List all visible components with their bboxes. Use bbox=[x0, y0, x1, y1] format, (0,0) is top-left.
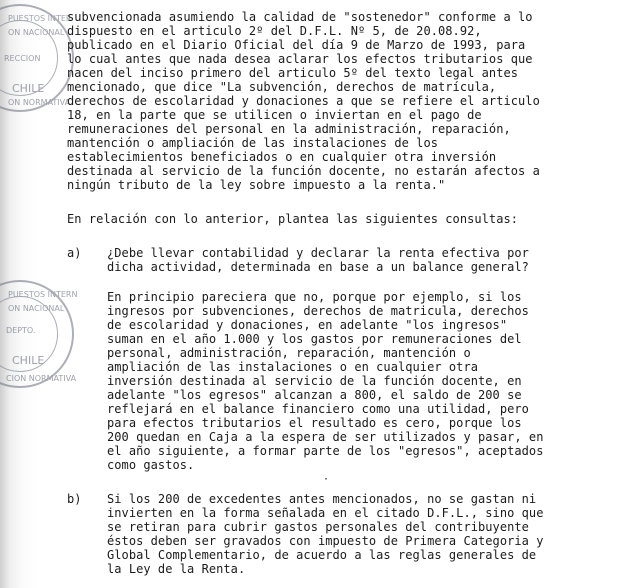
paragraph1-line: mencionado, que dice "La subvención, derechos de matrícula, bbox=[67, 80, 497, 94]
stamp-text-center: CHILE bbox=[12, 354, 45, 367]
stamp-text-side: DEPTO. bbox=[6, 326, 36, 335]
paragraph1-line: nacen del inciso primero del articulo 5º del texto legal antes bbox=[67, 66, 519, 80]
item-a-answer-line: suman en el año 1.000 y los gastos por remuneraciones del bbox=[107, 332, 522, 346]
paragraph1-line: establecimientos beneficiados o en cualquier otra inversión bbox=[67, 150, 497, 164]
item-a-answer-line: adelante "los egresos" alcanzan a 800, el saldo de 200 se bbox=[107, 388, 522, 402]
stamp-text-center: CHILE bbox=[12, 82, 45, 95]
paragraph1-line: publicado en el Diario Oficial del día 9 de Marzo de 1993, para bbox=[67, 38, 526, 52]
item-a-answer-line: ampliación de las instalaciones o en cualquier otra bbox=[107, 360, 479, 374]
official-stamp-top bbox=[0, 4, 74, 112]
paragraph1-line: derechos de escolaridad y donaciones a que se refiere el articulo bbox=[67, 94, 540, 108]
stamp-text-mid: ON NACIONAL bbox=[8, 304, 65, 313]
consultas-intro: En relación con lo anterior, plantea las siguientes consultas: bbox=[67, 212, 519, 226]
item-a-answer-line: de escolaridad y donaciones, en adelante "los ingresos" bbox=[107, 318, 508, 332]
item-a-answer-line: inversión destinada al servicio de la función docente, en bbox=[107, 374, 522, 388]
item-a-answer-line: reflejará en el balance financiero como una utilidad, pero bbox=[107, 402, 529, 416]
item-a-answer-line: ingresos por subvenciones, derechos de matricula, derechos bbox=[107, 304, 529, 318]
item-b-line: se retiran para cubrir gastos personales del contribuyente bbox=[107, 520, 529, 534]
paragraph1-line: 18, en la parte que se utilicen o inviertan en el pago de bbox=[67, 108, 482, 122]
paragraph1-line: remuneraciones del personal en la administración, reparación, bbox=[67, 122, 511, 136]
paragraph1-line: mantención o ampliación de las instalaciones de los bbox=[67, 136, 439, 150]
paragraph1-line: subvencionada asumiendo la calidad de "sostenedor" conforme a lo bbox=[67, 10, 533, 24]
item-a-answer-line: En principio pareciera que no, porque por ejemplo, si los bbox=[107, 290, 522, 304]
stamp-text-bottom: ON NORMATIVA bbox=[8, 98, 71, 107]
official-stamp-middle bbox=[0, 280, 78, 388]
paragraph1-line: destinada al servicio de la función docente, no estarán afectos a bbox=[67, 164, 540, 178]
paragraph1-line: lo cual antes que nada desea aclarar los efectos tributarios que bbox=[67, 52, 533, 66]
stamp-text-top: PUESTOS INTERN bbox=[8, 290, 78, 299]
item-a-answer-line: para efectos tributarios el resultado es cero, porque los bbox=[107, 416, 522, 430]
stamp-text-side: RECCION bbox=[4, 54, 41, 63]
stamp-text-bottom: CION NORMATIVA bbox=[6, 374, 77, 383]
item-a-question-line: dicha actividad, determinada en base a un balance general? bbox=[107, 260, 529, 274]
paragraph1-line: ningún tributo de la ley sobre impuesto a la renta." bbox=[67, 178, 446, 192]
item-a-question-line: ¿Debe llevar contabilidad y declarar la renta efectiva por bbox=[107, 246, 529, 260]
item-b-line: la Ley de la Renta. bbox=[107, 562, 246, 576]
item-a-answer-line: el año siguiente, a formar parte de los "egresos", aceptados bbox=[107, 444, 544, 458]
scan-speck: · bbox=[323, 474, 330, 485]
stamp-text-mid: ON NACIONAL bbox=[8, 28, 65, 37]
item-a-answer-line: 200 quedan en Caja a la espera de ser utilizados y pasar, en bbox=[107, 430, 544, 444]
stamp-text-top: PUESTOS INTER bbox=[8, 14, 72, 23]
item-a-answer-line: como gastos. bbox=[107, 458, 195, 472]
item-a-answer-line: personal, administración, reparación, mantención o bbox=[107, 346, 471, 360]
item-b-line: éstos deben ser gravados con impuesto de Primera Categoria y bbox=[107, 534, 544, 548]
item-b-label: b) bbox=[67, 492, 82, 506]
paragraph1-line: dispuesto en el articulo 2º del D.F.L. Nº 5, de 20.08.92, bbox=[67, 24, 482, 38]
item-b-line: Si los 200 de excedentes antes mencionados, no se gastan ni bbox=[107, 492, 537, 506]
item-b-line: invierten en la forma señalada en el citado D.F.L., sino que bbox=[107, 506, 544, 520]
item-b-line: Global Complementario, de acuerdo a las reglas generales de bbox=[107, 548, 537, 562]
item-a-label: a) bbox=[67, 246, 82, 260]
